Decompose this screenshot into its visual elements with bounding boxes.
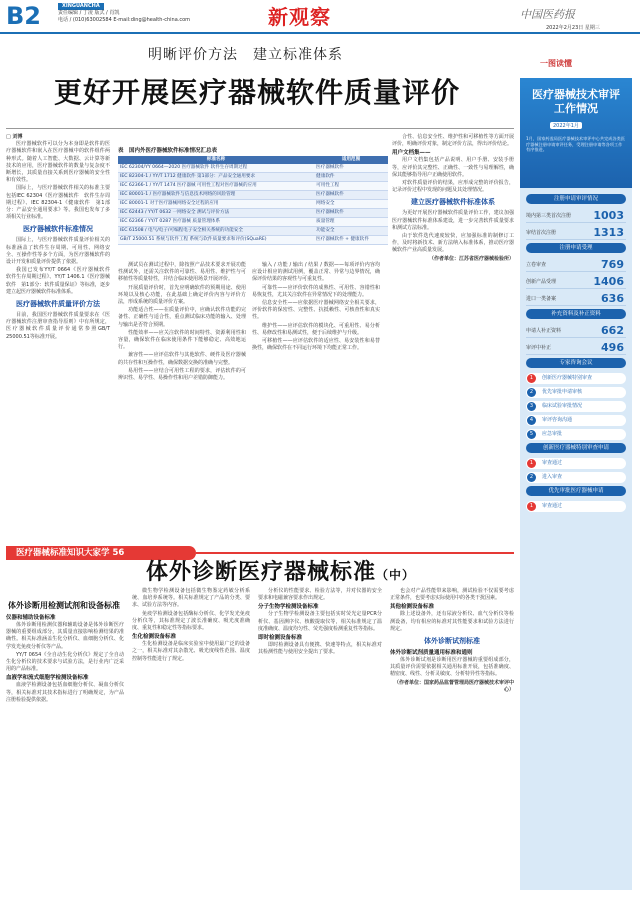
- stat-value: 1406: [593, 275, 624, 288]
- issue-date: 2022年2月23日 星期三: [546, 25, 600, 31]
- paragraph: 合性、信息安全性、维护性和可移植性等方面开展评价，明确评价对象，制定评价方法，得出评价结论。: [392, 134, 514, 148]
- paragraph: 除上述设备外，还有尿液分析仪、血气分析仪等检测设备，均有相应的标准对其性能要求和试验方法进行规定。: [390, 611, 514, 632]
- item-label: 应急审批: [542, 431, 563, 437]
- standard-name-cell: IEC 61508 / 电气/电子/可编程电子安全相关系统的功能安全: [118, 227, 314, 236]
- minor-heading: 其他检测设备标准: [390, 604, 435, 611]
- minor-heading: 即时检测设备标准: [258, 635, 303, 642]
- paragraph: 也会对产品性能带来影响，测试检验不仅需要考虑正常条件，也要考虑实际使用中的各类干扰因素。: [390, 588, 514, 602]
- standard-name-cell: IEC 62366 / YY/T 0287 医疗器械 质量管理体系: [118, 218, 314, 227]
- article2-headline: [146, 558, 415, 589]
- infographic-stat: [526, 341, 626, 355]
- item-label: 审查通过: [542, 460, 563, 466]
- infographic-section-heading: 创新医疗器械特别审查申请: [526, 443, 626, 453]
- paragraph: 生化检测设备是临床实验室中使用最广泛的设备之一，相关标准对其杂散光、吸光度线性范围、温度控制等性能进行了规定。: [132, 641, 250, 662]
- paragraph: 兼容性——应评估软件与其他软件、硬件及医疗器械的共存性和互操作性，确保数据交换的准确与完整。: [118, 352, 246, 366]
- scope-cell: 医疗器械软件: [314, 164, 388, 173]
- item-number-badge: 1: [527, 374, 536, 383]
- minor-heading: 用户文档集——: [392, 150, 431, 157]
- standards-table-block: [118, 146, 388, 258]
- paragraph: 性能效率——应关注软件的时间特性、资源利用性和容量，确保软件在临床使用条件下能够稳定、高效地运行。: [118, 329, 246, 351]
- divider: [6, 128, 514, 129]
- table-row: [118, 164, 388, 173]
- item-number-badge: 5: [527, 430, 536, 439]
- infographic-item: [526, 429, 626, 440]
- paragraph: YY/T 0654《全自动生化分析仪》规定了全自动生化分析仪的技术要求与试验方法，是行业内广泛采用的产品标准。: [6, 651, 124, 673]
- masthead-meta: [58, 3, 190, 24]
- paragraph: 微生物学检测设备包括微生物鉴定药敏分析系统、血培养系统等。相关标准规定了产品的分类、要求、试验方法等内容。: [132, 588, 250, 609]
- infographic-item: [526, 373, 626, 384]
- poster-body: 1月，国家药监局医疗器械技术审评中心共完成各类医疗器械注册申请审评任务，受理注册申请等各项工作有序推进。: [526, 136, 625, 153]
- item-label: 审查通过: [542, 503, 563, 509]
- article1-column-1: [6, 134, 116, 538]
- stat-value: 1003: [593, 209, 624, 222]
- infographic-stat: [526, 275, 626, 289]
- table-caption: 表 国内外医疗器械软件标准情况汇总表: [118, 148, 218, 154]
- paragraph: 测试员在测试过程中，除按照产品技术要求开展功能性测试外，还需关注软件的可靠性、易用性、维护性与可移植性等质量特性，并结合临床使用场景开展评价。: [118, 262, 246, 283]
- infographic-poster: [520, 78, 632, 188]
- item-number-badge: 1: [527, 459, 536, 468]
- article1-column-3: [252, 262, 380, 538]
- item-label: 优先审批申请审核: [542, 389, 583, 395]
- infographic-item: [526, 401, 626, 412]
- paragraph: 体外诊断用检测仪器和辅助设备是体外诊断医疗器械的重要组成部分，其质量直接影响检测结果的准确性。相关标准涵盖生化分析仪、血细胞分析仪、化学发光免疫分析仪等产品。: [6, 622, 124, 650]
- paragraph: 国际上，与医疗器械软件相关的标准主要包括IEC 62304《医疗器械软件 软件生存周期过程》、IEC 82304-1《健康软件 第1部分：产品安全通用要求》等。我国也发布了多项相关行业标准。: [6, 185, 110, 221]
- stat-label: 进口一类备案: [526, 296, 557, 302]
- scope-cell: 医疗器械软件: [314, 191, 388, 200]
- article1-column-2: [118, 262, 246, 538]
- item-number-badge: 2: [527, 473, 536, 482]
- section-title: 新观察: [268, 5, 331, 29]
- section-pinyin: XINGUANCHA: [58, 3, 104, 10]
- stat-label: 审结首次注册: [526, 230, 557, 236]
- minor-heading: 仪器和辅助设备标准: [6, 615, 56, 621]
- minor-heading: 生化检测设备标准: [132, 634, 177, 641]
- paragraph: 即时检测设备具有便携、快速等特点，相关标准对其检测性能与使用安全提出了要求。: [258, 642, 382, 656]
- series-banner: 医疗器械标准知识大家学 56: [6, 546, 196, 560]
- stat-label: 审评中补正: [526, 345, 552, 351]
- paragraph: 由于软件迭代速度较快，应加强标准的制修订工作，及时将新技术、新方法纳入标准体系，推动医疗器械软件产业高质量发展。: [392, 233, 514, 254]
- article1-kicker: 明晰评价方法 建立标准体系: [148, 47, 343, 63]
- table-row: [118, 236, 388, 245]
- paragraph: 分析仪的性能要求、检验方法等，并对仪器的安全要求和电磁兼容要求作出规定。: [258, 588, 382, 602]
- byline: □ 刘博: [6, 134, 23, 140]
- table-row: [118, 191, 388, 200]
- paragraph: 输入 / 功能 / 输出 / 结果 / 数据——每项评价内容均应设计相应的测试用例，覆盖正常、异常与边界情况，确保评价结果的客观性与可重复性。: [252, 262, 380, 283]
- scope-cell: 可用性工程: [314, 182, 388, 191]
- newspaper-name: 中国医药报: [520, 8, 575, 21]
- author-affiliation: （作者单位：国家药品监督管理局医疗器械技术审评中心）: [393, 679, 514, 693]
- scope-cell: 医疗器械软件 + 健康软件: [314, 236, 388, 245]
- infographic-section-heading: 注册申请审评情况: [526, 194, 626, 204]
- stat-value: 1313: [593, 226, 624, 239]
- table-row: [118, 218, 388, 227]
- paragraph: 我国已发布YY/T 0664《医疗器械软件 软件生存周期过程》、YY/T 1406.1《医疗器械软件 第1部分：软件质量保证》等标准，逐步建立起医疗器械软件标准体系。: [6, 267, 116, 295]
- table-header-cell: 适用范围: [314, 156, 388, 164]
- infographic-section-heading: 补充资料及补正资料: [526, 309, 626, 319]
- minor-heading: 体外诊断试剂质量通用标准和通则: [390, 650, 473, 657]
- paragraph: 信息安全性——应依据医疗器械网络安全相关要求，评价软件的保密性、完整性、抗抵赖性、可核查性和真实性。: [252, 300, 380, 321]
- series-rule: [196, 552, 514, 554]
- editor-line: 责任编辑 / 丁凌 版式 / 肖凯: [58, 10, 120, 16]
- article1-headline: 更好开展医疗器械软件质量评价: [54, 76, 461, 109]
- article2-headline-part: （中）: [376, 568, 416, 582]
- paragraph: 功能适合性——在质量评价中，应确认软件功能的完备性、正确性与适合性，重点测试临床功能的输入、处理与输出是否符合预期。: [118, 307, 246, 328]
- infographic-stat: [526, 324, 626, 338]
- infographic-section-heading: 注册申请受理: [526, 243, 626, 253]
- paragraph: 对软件质量评价的结果，应形成完整的评价报告，记录评价过程中发现的问题及其处理情况。: [392, 180, 514, 194]
- infographic-stat: [526, 258, 626, 272]
- stat-label: 申请人补正资料: [526, 328, 562, 334]
- item-number-badge: 4: [527, 416, 536, 425]
- subheading: 医疗器械软件质量评价方法: [16, 300, 100, 309]
- infographic-section-heading: 优先审批医疗器械申请: [526, 486, 626, 496]
- table-row: [118, 209, 388, 218]
- table-row: [118, 200, 388, 209]
- article2-kicker: 体外诊断用检测试剂和设备标准: [8, 601, 120, 610]
- standard-name-cell: IEC 82304-1 / YY/T 1712 健康软件 第1部分：产品安全通用要求: [118, 173, 314, 182]
- standard-name-cell: IEC 80001-1 对于医疗器械网络安全过程的应用: [118, 200, 314, 209]
- poster-date: 2022年1月: [550, 122, 582, 129]
- infographic-item: [526, 387, 626, 398]
- scope-cell: 健康软件: [314, 173, 388, 182]
- table-row: [118, 182, 388, 191]
- paragraph: 开展质量评价时，首先应明确软件的预期用途、使用环境以及核心功能，在此基础上确定评价内容与评价方法，形成系统的质量评价方案。: [118, 284, 246, 306]
- infographic-item: [526, 472, 626, 483]
- article2-column-3: [258, 588, 382, 896]
- infographic-section-heading: 专家咨询会议: [526, 358, 626, 368]
- standard-name-cell: IEC 62366-1 / YY/T 1474 医疗器械 可用性工程对医疗器械的应用: [118, 182, 314, 191]
- paragraph: 可靠性——应评价软件的成熟性、可用性、容错性和易恢复性，尤其关注软件在异常情况下的处理能力。: [252, 284, 380, 298]
- scope-cell: 医疗器械软件: [314, 209, 388, 218]
- paragraph: 易用性——应结合可用性工程的要求，评估软件的可辨识性、易学性、易操作性和用户差错防御能力。: [118, 367, 246, 382]
- paragraph: 分子生物学检测设备主要包括实时荧光定量PCR分析仪、基因测序仪、核酸提取仪等，相关标准规定了温度准确度、温度均匀性、荧光强度检测重复性等指标。: [258, 611, 382, 632]
- paragraph: 可移植性——应评估软件的适应性、易安装性和易替换性，确保软件在不同运行环境下均能正常工作。: [252, 338, 380, 352]
- standard-name-cell: IEC 80001-1 / 医疗器械软件与信息技术网络的风险管理: [118, 191, 314, 200]
- paragraph: 免疫学检测设备包括酶标分析仪、化学发光免疫分析仪等，其标准规定了波长准确度、吸光度准确度、重复性和稳定性等指标要求。: [132, 610, 250, 632]
- paragraph: 维护性——应评估软件的模块化、可重用性、易分析性、易修改性和易测试性，便于后续维护与升级。: [252, 322, 380, 336]
- stat-value: 496: [601, 341, 624, 354]
- table-header-cell: 标准名称: [118, 156, 314, 164]
- subheading: 体外诊断试剂标准: [424, 637, 480, 646]
- paragraph: 用户文档集包括产品说明、用户手册、安装手册等，应评价其完整性、正确性、一致性与易理解性，确保其能够指导用户正确使用软件。: [392, 157, 514, 178]
- scope-cell: 网络安全: [314, 200, 388, 209]
- paragraph: 血液学检测设备包括血细胞分析仪、凝血分析仪等，相关标准对其技术指标进行了明确规定，为产品注册检验提供依据。: [6, 682, 124, 703]
- infographic-sidebar: [520, 78, 632, 890]
- stat-value: 769: [601, 258, 624, 271]
- article2-column-1: [6, 614, 124, 896]
- sidebar-tag: 一图读懂: [540, 59, 572, 68]
- item-label: 进入审查: [542, 474, 563, 480]
- infographic-item: [526, 415, 626, 426]
- item-label: 审评咨询沟通: [542, 417, 573, 423]
- page-number: B2: [6, 2, 41, 30]
- item-number-badge: 3: [527, 402, 536, 411]
- contact-line: 电话 / (010)63002584 E-mail:ding@health-china.com: [58, 17, 191, 23]
- standard-name-cell: IEC 62443 / YY/T 0632 一网络安全 测试与评价方法: [118, 209, 314, 218]
- stat-label: 立卷审查: [526, 262, 547, 268]
- subheading: 建立医疗器械软件标准体系: [411, 198, 495, 207]
- standard-name-cell: IEC 62304/YY 0664—2020 医疗器械软件 软件生存周期过程: [118, 164, 314, 173]
- item-number-badge: 2: [527, 388, 536, 397]
- subheading: 医疗器械软件标准情况: [23, 225, 93, 234]
- scope-cell: 质量管理: [314, 218, 388, 227]
- article2-headline-main: 体外诊断医疗器械标准: [146, 559, 377, 585]
- paragraph: 国际上，与医疗器械软件质量评价相关的标准涵盖了软件生存周期、可用性、网络安全、互操作性等多个方面，为医疗器械软件的设计开发和质量评价提供了依据。: [6, 237, 110, 266]
- minor-heading: 血液学和流式细胞学检测设备标准: [6, 675, 89, 682]
- poster-title: 医疗器械技术审评工作情况: [532, 88, 620, 115]
- infographic-item: [526, 458, 626, 469]
- minor-heading: 分子生物学检测设备标准: [258, 604, 319, 611]
- table-row: [118, 227, 388, 236]
- stat-label: 境内第三类首次注册: [526, 213, 572, 219]
- infographic-stat: [526, 226, 626, 240]
- paragraph: 目前，我国医疗器械软件质量要求在《医疗器械软件注册审查指导原则》中有所规定，医疗器械软件质量评价通常参照GB/T 25000.51等标准开展。: [6, 312, 110, 340]
- article2-column-4: [390, 588, 514, 896]
- item-label: 创新医疗器械特别审查: [542, 375, 593, 381]
- article2-column-2: [132, 588, 250, 896]
- article1-column-4: [392, 134, 514, 538]
- table-row: [118, 173, 388, 182]
- infographic-item: [526, 501, 626, 512]
- stat-label: 创新产品受理: [526, 279, 557, 285]
- item-label: 临床试验审批情况: [542, 403, 583, 409]
- paragraph: 体外诊断试剂是诊断用医疗器械的重要组成部分，其质量评价需要依据相关通用标准开展，包括准确度、精密度、线性、分析灵敏度、分析特异性等指标。: [390, 657, 514, 678]
- standards-table: [118, 156, 388, 245]
- scope-cell: 功能安全: [314, 227, 388, 236]
- infographic-stat: [526, 209, 626, 223]
- paragraph: 医疗器械软件可以分为本身即是软件的医疗器械软件和嵌入在医疗器械中的软件组件两种形式。随着人工智能、大数据、云计算等新技术的应用，医疗器械软件的数量与复杂度不断增长，其质量直接关系到医疗器械的安全性和有效性。: [6, 141, 110, 184]
- stat-value: 662: [601, 324, 624, 337]
- stat-value: 636: [601, 292, 624, 305]
- masthead: [0, 0, 640, 34]
- item-number-badge: 1: [527, 502, 536, 511]
- infographic-stat: [526, 292, 626, 306]
- standard-name-cell: GB/T 25000.51 系统与软件工程 系统与软件质量要求和评价(SQuaRE): [118, 236, 314, 245]
- paragraph: 为更好开展医疗器械软件质量评价工作，建议加强医疗器械软件标准体系建设，进一步完善软件质量要求和测试方法标准。: [392, 210, 514, 231]
- author-affiliation: （作者单位：江苏省医疗器械检验所）: [428, 255, 514, 262]
